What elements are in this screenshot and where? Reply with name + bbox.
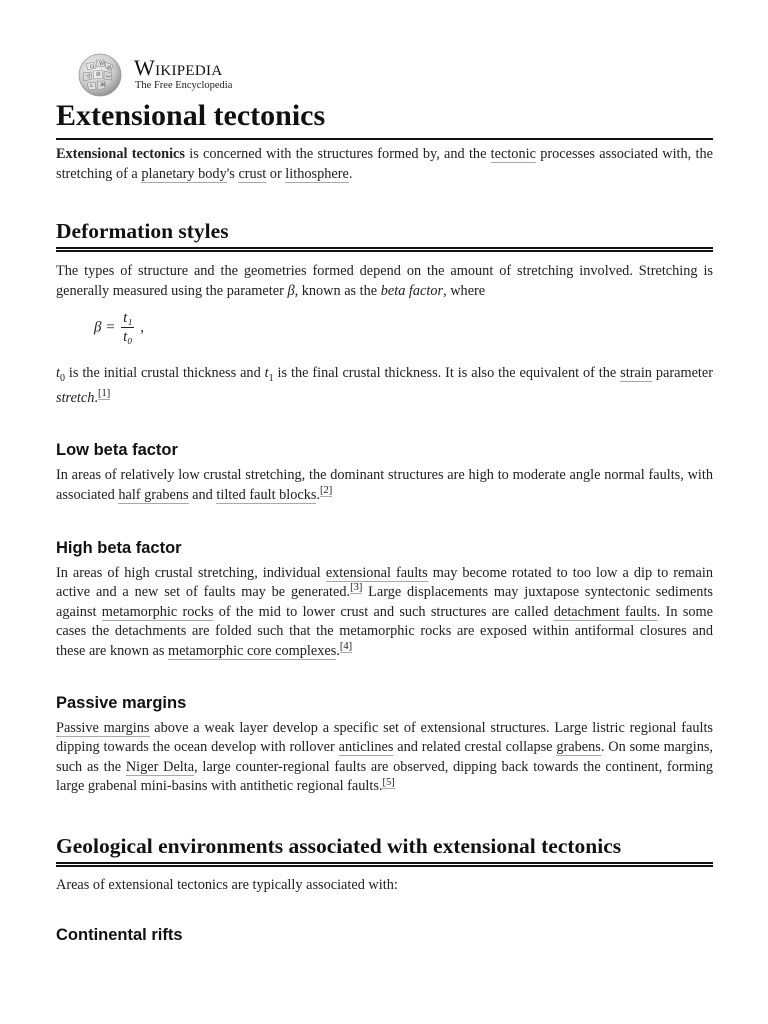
passive-text: . On some margins, such as the bbox=[56, 739, 713, 775]
intro-text: is concerned with the structures formed by, and the bbox=[184, 146, 491, 162]
formula-fraction bbox=[121, 310, 134, 346]
svg-text:維: 維 bbox=[96, 72, 102, 78]
intro-text: 's bbox=[226, 165, 239, 182]
link-grabens[interactable]: grabens bbox=[556, 739, 601, 756]
heading-low-beta-factor: Low beta factor bbox=[56, 441, 178, 460]
passive-text: , large counter-regional faults are observed, dipping back towards the continent, forming large grabenal mini-basins with antithetic regional faults. bbox=[56, 758, 713, 795]
link-strain[interactable]: strain bbox=[620, 365, 652, 382]
beta-formula-block bbox=[56, 308, 713, 362]
high-beta-text: may become rotated to too low a dip to remain active and a new set of faults may be generated. bbox=[56, 564, 713, 601]
page-title: Extensional tectonics bbox=[56, 96, 713, 140]
t0-symbol: t bbox=[56, 365, 60, 382]
link-niger-delta[interactable]: Niger Delta bbox=[125, 758, 195, 775]
reference-1[interactable]: [1] bbox=[97, 388, 111, 400]
link-crust[interactable]: crust bbox=[238, 165, 267, 182]
intro-bold-term: Extensional tectonics bbox=[56, 146, 185, 162]
reference-5[interactable]: [5] bbox=[382, 776, 395, 788]
svg-text:ب: ب bbox=[106, 73, 111, 79]
high-beta-text: Large displacements may juxtapose syntectonic sediments against bbox=[56, 584, 713, 620]
link-detachment-faults[interactable]: detachment faults bbox=[553, 603, 657, 620]
heading-deformation-styles: Deformation styles bbox=[56, 218, 713, 252]
wordmark-tagline: The Free Encyclopedia bbox=[135, 80, 233, 91]
thickness-text: is the final crustal thickness. It is also the equivalent of the bbox=[273, 365, 621, 382]
link-anticlines[interactable]: anticlines bbox=[338, 739, 394, 756]
high-beta-text: . bbox=[336, 642, 340, 659]
intro-text: processes associated with, the stretching of a bbox=[56, 146, 713, 182]
deformation-text: , where bbox=[443, 282, 486, 299]
link-extensional-faults[interactable]: extensional faults bbox=[325, 564, 428, 581]
heading-continental-rifts: Continental rifts bbox=[56, 925, 183, 944]
passive-text: above a weak layer develop a specific set of extensional structures. Large listric regional faults dipping towards the ocean develop with rollover bbox=[56, 719, 713, 756]
wordmark bbox=[134, 56, 232, 92]
deformation-text: The types of structure and the geometries formed depend on the amount of stretching involved. Stretching is generally measured using the parameter bbox=[56, 263, 713, 299]
intro-text: or bbox=[266, 165, 286, 182]
link-lithosphere[interactable]: lithosphere bbox=[285, 165, 349, 182]
t0-subscript: 0 bbox=[59, 373, 65, 385]
beta-factor-term: beta factor bbox=[380, 282, 444, 299]
wordmark-title: Wikipedia bbox=[134, 55, 223, 80]
passive-margins-paragraph bbox=[56, 719, 713, 797]
heading-geological-environments: Geological environments associated with extensional tectonics bbox=[56, 833, 713, 867]
link-tilted-fault-blocks[interactable]: tilted fault blocks bbox=[216, 487, 317, 504]
high-beta-text: . In some cases the detachments are folded such that the metamorphic rocks are exposed within antiformal closures and these are known as bbox=[56, 603, 713, 659]
svg-text:Ж: Ж bbox=[100, 82, 106, 88]
deformation-paragraph bbox=[56, 262, 713, 301]
link-tectonic[interactable]: tectonic bbox=[490, 146, 536, 162]
stretch-term: stretch bbox=[56, 389, 95, 406]
intro-text: . bbox=[348, 165, 353, 182]
formula-numerator: t₁ bbox=[123, 310, 133, 327]
geological-environments-paragraph: Areas of extensional tectonics are typically associated with: bbox=[56, 876, 398, 893]
thickness-paragraph bbox=[56, 364, 713, 408]
beta-formula bbox=[94, 310, 144, 346]
wikipedia-globe-icon bbox=[74, 52, 126, 98]
svg-text:Ω: Ω bbox=[90, 64, 95, 70]
heading-passive-margins: Passive margins bbox=[56, 693, 187, 712]
thickness-text: parameter bbox=[651, 365, 713, 382]
link-metamorphic-rocks[interactable]: metamorphic rocks bbox=[101, 603, 214, 620]
thickness-text: is the initial crustal thickness and bbox=[64, 365, 265, 382]
heading-high-beta-factor: High beta factor bbox=[56, 538, 182, 557]
formula-lhs: β = bbox=[94, 319, 116, 336]
article-content bbox=[56, 96, 713, 946]
low-beta-text: In areas of relatively low crustal stretching, the dominant structures are high to moderate angle normal faults, with associated bbox=[56, 467, 713, 504]
passive-text: and related crestal collapse bbox=[393, 739, 557, 756]
beta-symbol: β bbox=[287, 282, 295, 299]
svg-text:ע: ע bbox=[90, 83, 93, 89]
reference-2[interactable]: [2] bbox=[320, 485, 333, 497]
low-beta-paragraph bbox=[56, 466, 713, 505]
link-half-grabens[interactable]: half grabens bbox=[118, 487, 189, 504]
high-beta-paragraph bbox=[56, 564, 713, 662]
t1-symbol: t bbox=[264, 365, 269, 382]
svg-text:W: W bbox=[99, 61, 105, 67]
thickness-text: . bbox=[94, 389, 98, 406]
t1-subscript: 1 bbox=[268, 373, 274, 385]
formula-trail: , bbox=[140, 319, 144, 336]
link-metamorphic-core-complexes[interactable]: metamorphic core complexes bbox=[167, 642, 337, 659]
deformation-text: , known as the bbox=[294, 282, 381, 299]
intro-paragraph bbox=[56, 145, 713, 184]
reference-4[interactable]: [4] bbox=[339, 641, 353, 653]
link-passive-margins[interactable]: Passive margins bbox=[56, 719, 150, 736]
svg-text:ウ: ウ bbox=[86, 74, 92, 80]
svg-text:И: И bbox=[107, 65, 112, 71]
high-beta-text: of the mid to lower crust and such structures are called bbox=[213, 603, 554, 620]
link-planetary-body[interactable]: planetary body bbox=[141, 165, 227, 182]
low-beta-text: . bbox=[316, 487, 321, 504]
formula-denominator: t₀ bbox=[123, 329, 133, 346]
high-beta-text: In areas of high crustal stretching, individual bbox=[56, 564, 326, 581]
low-beta-text: and bbox=[188, 487, 217, 504]
reference-3[interactable]: [3] bbox=[350, 582, 363, 594]
